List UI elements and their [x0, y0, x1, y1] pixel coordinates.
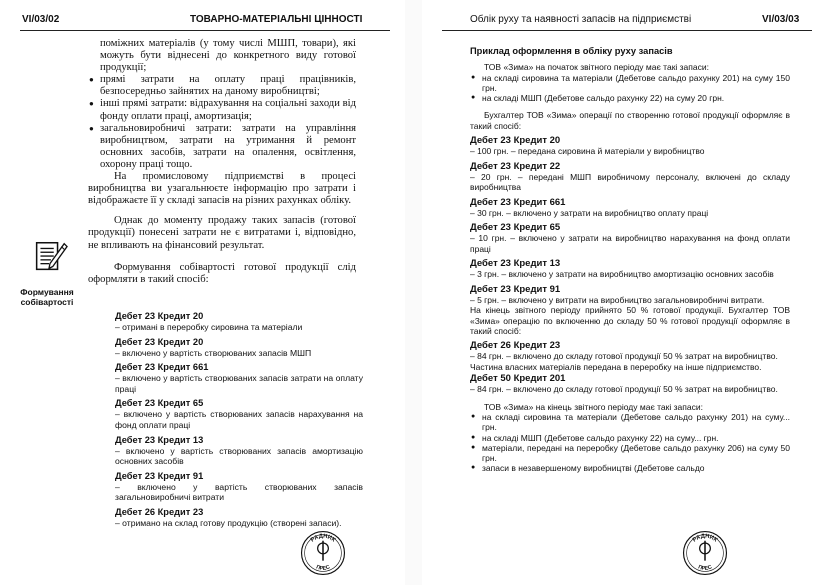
entry-desc: – включено у вартість створюваних запасів МШП [115, 347, 312, 358]
entry-desc: – включено у вартість створюваних запасів загальновиробничі витрати [115, 481, 363, 503]
logo-text-top: РАДНИК [691, 533, 719, 544]
start-balance-list [470, 73, 790, 104]
entry-title: Дебет 26 Кредит 23 [115, 506, 204, 517]
entry [115, 507, 363, 529]
book-gutter [405, 0, 422, 585]
section-title: Облік руху та наявності запасів на підприємстві [470, 14, 692, 25]
entry-extra: Частина власних матеріалів передана в переробку на інше підприємство. [470, 361, 762, 372]
entries-list [115, 311, 363, 533]
entry [115, 311, 363, 333]
publisher-logo [300, 530, 346, 576]
list-item: ● на складі сировина та матеріали (Дебетове сальдо рахунку 201) на суму... грн. [482, 412, 790, 433]
list-item: ● на складі сировина та матеріали (Дебетове сальдо рахунку 201) на суму 150 грн. [482, 73, 790, 94]
list-item: ● на складі МШП (Дебетове сальдо рахунку 22) на суму 20 грн. [482, 93, 790, 103]
entry-title: Дебет 23 Кредит 20 [115, 336, 204, 347]
example-block [470, 46, 790, 474]
entry [115, 398, 363, 430]
entry-title: Дебет 23 Кредит 20 [115, 311, 204, 321]
paragraph: Бухгалтер ТОВ «Зима» операції по створенню готової продукції оформляє в такий спосіб: [470, 110, 790, 131]
logo-text-top: РАДНИК [309, 533, 337, 544]
entry-title: Дебет 26 Кредит 23 [470, 340, 561, 352]
svg-text:ПРЕС [697, 564, 713, 572]
paragraph: ТОВ «Зима» на початок звітного періоду має такі запаси: [484, 62, 709, 73]
entry-title: Дебет 23 Кредит 91 [115, 470, 204, 481]
entry [115, 471, 363, 503]
entry-desc: – 10 грн. – включено у затрати на виробництво нарахування на фонд оплати праці [470, 233, 790, 254]
entry-desc: – 30 грн. – включено у затрати на виробництво оплату праці [470, 207, 709, 218]
entry-title: Дебет 23 Кредит 13 [470, 258, 561, 270]
entry-desc: – 84 грн. – включено до складу готової продукції 50 % затрат на виробництво. [470, 351, 778, 362]
header-rule [20, 30, 390, 31]
entry-desc: – 20 грн. – передані МШП виробничому персоналу, включені до складу виробництва [470, 171, 790, 193]
entry-desc: – 100 грн. – передана сировина й матеріали у виробництво [470, 146, 705, 157]
entry-desc: – включено у вартість створюваних запасів амортизацію основних засобів [115, 445, 363, 467]
right-page [422, 0, 827, 585]
publisher-logo [682, 530, 728, 576]
page-code: VI/03/03 [762, 14, 800, 25]
list-item: ● прямі затрати на оплату праці працівників, безпосередньо зайнятих на даному виробництві; [100, 74, 356, 98]
entry [115, 435, 363, 467]
end-balance-list [470, 412, 790, 474]
paragraph: ТОВ «Зима» на кінець звітного періоду має такі запаси: [484, 401, 703, 412]
entry [115, 337, 363, 359]
entry-title: Дебет 23 Кредит 661 [115, 362, 209, 373]
entry-title: Дебет 23 Кредит 13 [115, 434, 204, 445]
entry-extra: На кінець звітного періоду прийнято 50 % готової продукції. Бухгалтер ТОВ «Зима» операцію по включенню до складу 50 % готової продукції оформляє в такий спосіб: [470, 305, 790, 336]
cost-list [88, 74, 356, 171]
side-heading: Формування собівартості [20, 287, 74, 307]
paragraph: Формування собівартості готової продукції слід оформляти в такий спосіб: [88, 261, 356, 285]
entry-title: Дебет 23 Кредит 20 [470, 135, 561, 147]
entry-title: Дебет 50 Кредит 201 [470, 373, 566, 385]
page-code: VI/03/02 [22, 14, 60, 25]
list-item: ● матеріали, передані на переробку (Дебетове сальдо рахунку 206) на суму 50 грн. [482, 443, 790, 464]
list-item: ● інші прямі затрати: відрахування на соціальні заходи від фонду оплати праці, амортизація; [100, 98, 356, 122]
entry-desc: – включено у вартість створюваних запасів нарахування на фонд оплати праці [115, 409, 363, 430]
header-rule [442, 30, 812, 31]
logo-text-bottom: ПРЕС [697, 564, 713, 572]
logo-text-bottom: ПРЕС [315, 564, 331, 572]
memo-pencil-icon [30, 238, 68, 276]
left-page [0, 0, 405, 585]
entry-title: Дебет 23 Кредит 65 [115, 398, 204, 409]
entry-desc: – отримані в переробку сировина та матеріали [115, 322, 303, 332]
entry-title: Дебет 23 Кредит 65 [470, 222, 561, 234]
paragraph: На промисловому підприємстві в процесі виробництва ви узагальнюєте інформацію про затрати і відображаєте її у складі запасів на різних рахунках обліку. [88, 171, 356, 207]
entry [115, 362, 363, 394]
entry-desc: – 84 грн. – включено до складу готової продукції 50 % затрат на виробництво. [470, 384, 778, 395]
continuation-text: поміжних матеріалів (у тому числі МШП, товари), які можуть бути віднесені до конкретного виду готової продукції; [100, 38, 356, 74]
entry-desc: – 3 грн. – включено у затрати на виробництво амортизацію основних засобів [470, 269, 774, 280]
list-item: ● запаси в незавершеному виробництві (Дебетове сальдо [482, 463, 790, 473]
chapter-title: ТОВАРНО-МАТЕРІАЛЬНІ ЦІННОСТІ [190, 14, 363, 25]
note-paragraph: Однак до моменту продажу таких запасів (готової продукції) понесені затрати не є витратами і, відповідно, не впливають на фінансовий результат. [88, 215, 356, 251]
entry-title: Дебет 23 Кредит 22 [470, 160, 561, 172]
entry-title: Дебет 23 Кредит 661 [470, 196, 566, 208]
entry-desc: – отримано на склад готову продукцію (створені запаси). [115, 517, 342, 528]
svg-text:ПРЕС [315, 564, 331, 572]
list-item: ● на складі МШП (Дебетове сальдо рахунку 22) на суму... грн. [482, 433, 790, 443]
list-item: ● загальновиробничі затрати: затрати на управління виробництвом, затрати на утримання й ремонт основних засобів, затрати на опалення, освітлення, охорону праці тощо. [100, 123, 356, 171]
entry-desc: – включено у вартість створюваних запасів затрати на оплату праці [115, 373, 363, 394]
main-text [88, 38, 356, 286]
entry-desc: – 5 грн. – включено у витрати на виробництво загальновиробничі витрати. [470, 294, 765, 305]
example-heading: Приклад оформлення в обліку руху запасів [470, 46, 673, 56]
entry-title: Дебет 23 Кредит 91 [470, 283, 561, 295]
